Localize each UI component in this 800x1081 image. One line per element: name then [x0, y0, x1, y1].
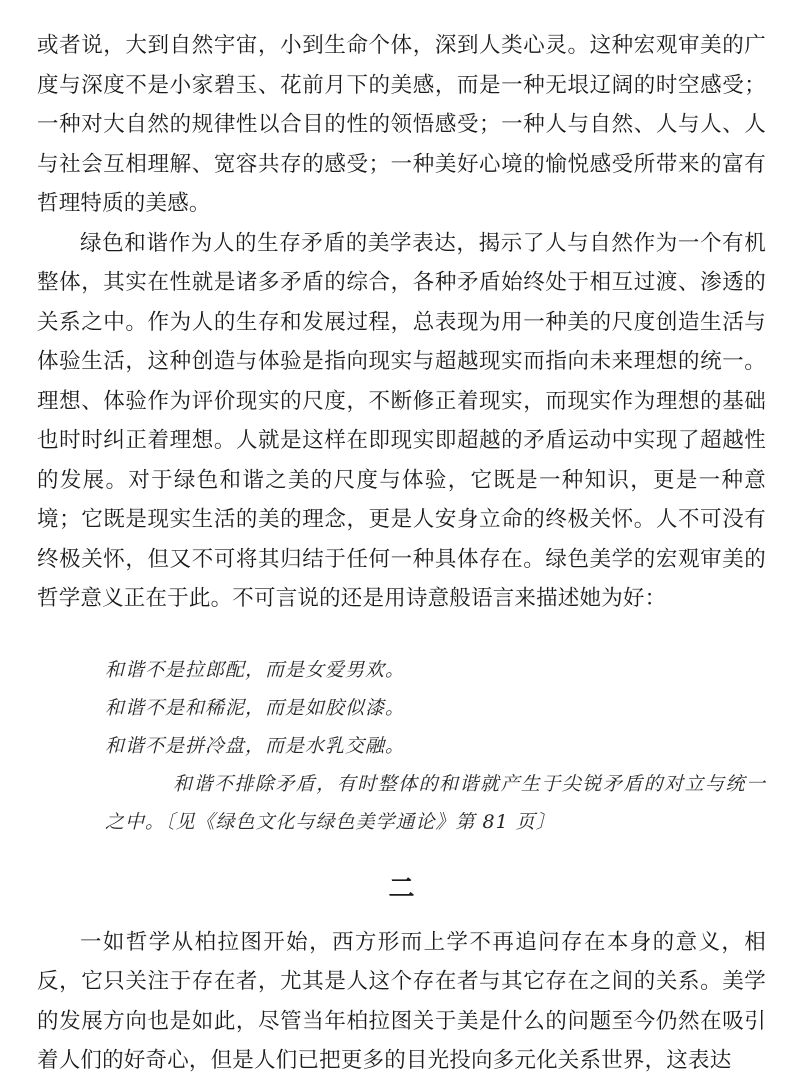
body-paragraph-3: 一如哲学从柏拉图开始，西方形而上学不再追问存在本身的意义，相反，它只关注于存在者，尤其是人这个存在者与其它存在之间的关系。美学的发展方向也是如此，尽管当年柏拉图关于美是什么的问题至今仍然在吸引着人们的好奇心，但是人们已把更多的目光投向多元化关系世界，这表达 [37, 929, 766, 1073]
poem-block [37, 651, 766, 841]
poem-line-3: 和谐不是拼冷盘，而是水乳交融。 [105, 734, 406, 757]
body-paragraph-2: 绿色和谐作为人的生存矛盾的美学表达，揭示了人与自然作为一个有机整体，其实在性就是诸多矛盾的综合，各种矛盾始终处于相互过渡、渗透的关系之中。作为人的生存和发展过程，总表现为用一种美的尺度创造生活与体验生活，这种创造与体验是指向现实与超越现实而指向未来理想的统一。理想、体验作为评价现实的尺度，不断修正着现实，而现实作为理想的基础也时时纠正着理想。人就是这样在即现实即超越的矛盾运动中实现了超越性的发展。对于绿色和谐之美的尺度与体验，它既是一种知识，更是一种意境；它既是现实生活的美的理念，更是人安身立命的终极关怀。人不可没有终极关怀，但又不可将其归结于任何一种具体存在。绿色美学的宏观审美的哲学意义正在于此。不可言说的还是用诗意般语言来描述她为好： [37, 230, 766, 611]
poem-line-4-text: 和谐不排除矛盾，有时整体的和谐就产生于尖锐矛盾的对立与统一之中。〔见《绿色文化与绿色美学通论》第 81 页〕 [105, 772, 766, 833]
body-paragraph-1: 或者说，大到自然宇宙，小到生命个体，深到人类心灵。这种宏观审美的广度与深度不是小家碧玉、花前月下的美感，而是一种无垠辽阔的时空感受；一种对大自然的规律性以合目的性的领悟感受；一种人与自然、人与人、人与社会互相理解、宽容共存的感受；一种美好心境的愉悦感受所带来的富有哲理特质的美感。 [37, 33, 766, 216]
poem-line-4 [37, 765, 766, 841]
poem-line-1: 和谐不是拉郎配，而是女爱男欢。 [105, 658, 406, 681]
section-number: 二 [388, 873, 415, 904]
poem-line-2: 和谐不是和稀泥，而是如胶似漆。 [105, 696, 406, 719]
